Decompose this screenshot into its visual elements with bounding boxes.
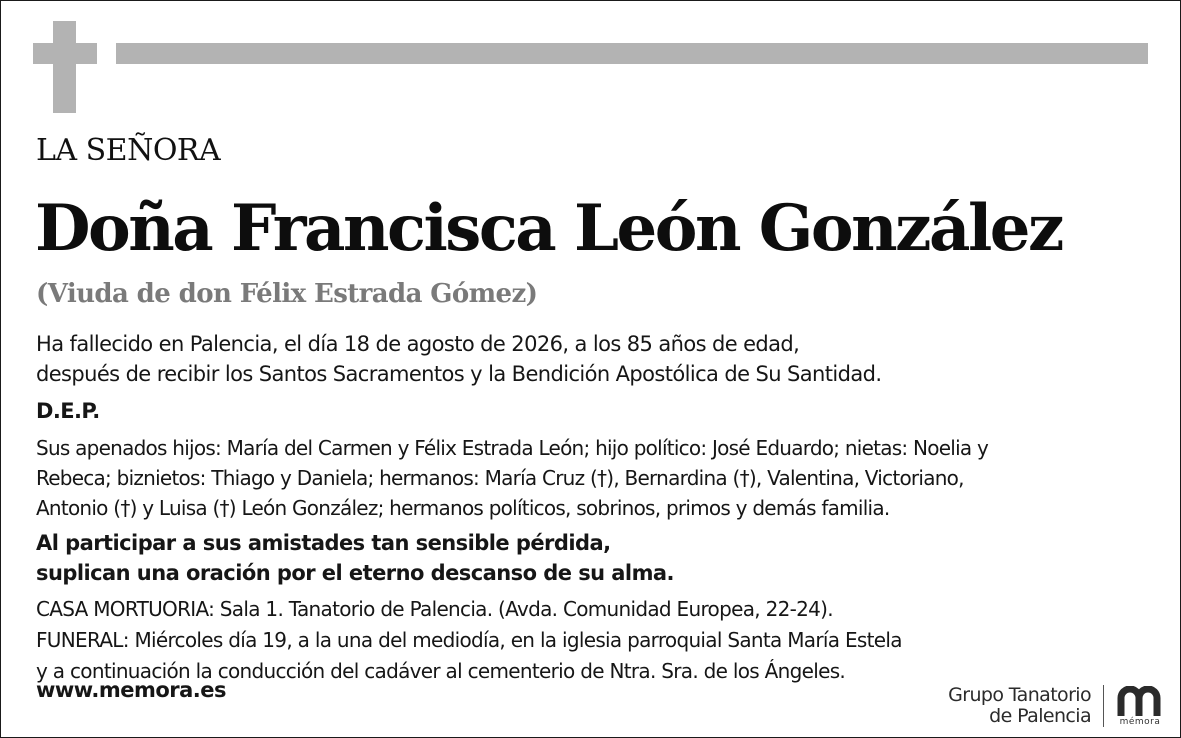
prayer-request-line: suplican una oración por el eterno descanso de su alma. (36, 561, 674, 585)
cross-icon-arm (33, 43, 97, 64)
logo-line: Grupo Tanatorio (948, 684, 1091, 706)
cross-icon (53, 21, 76, 113)
family-list (36, 433, 988, 523)
memora-m-icon (1114, 686, 1166, 727)
death-notice-line: Ha fallecido en Palencia, el día 18 de agosto de 2026, a los 85 años de edad, (36, 332, 800, 356)
death-notice (36, 329, 881, 389)
title-label: LA SEÑORA (36, 133, 221, 168)
logo-text (948, 685, 1091, 727)
widow-line: (Viuda de don Félix Estrada Gómez) (36, 279, 538, 309)
logo-divider (1103, 685, 1104, 727)
prayer-request (36, 528, 674, 588)
service-info (36, 594, 902, 687)
logo-line: de Palencia (989, 705, 1091, 727)
deceased-name: Doña Francisca León González (35, 191, 1062, 266)
website-link[interactable]: www.memora.es (36, 678, 227, 702)
logo-word: mémora (1119, 716, 1161, 727)
family-line: Rebeca; biznietos: Thiago y Daniela; hermanos: María Cruz (†), Bernardina (†), Valentina, Victoriano, (36, 466, 964, 490)
prayer-request-line: Al participar a sus amistades tan sensible pérdida, (36, 531, 611, 555)
service-info-line: CASA MORTUORIA: Sala 1. Tanatorio de Palencia. (Avda. Comunidad Europea, 22-24). (36, 597, 833, 621)
company-logo (948, 683, 1166, 729)
header-bar (116, 43, 1148, 64)
family-line: Sus apenados hijos: María del Carmen y Félix Estrada León; hijo político: José Eduardo; nietas: Noelia y (36, 436, 989, 460)
dep-label: D.E.P. (36, 399, 100, 423)
service-info-line: y a continuación la conducción del cadáver al cementerio de Ntra. Sra. de los Ángeles. (36, 659, 846, 683)
service-info-line: FUNERAL: Miércoles día 19, a la una del mediodía, en la iglesia parroquial Santa María Estela (36, 628, 902, 652)
death-notice-line: después de recibir los Santos Sacramentos y la Bendición Apostólica de Su Santidad. (36, 362, 882, 386)
family-line: Antonio (†) y Luisa (†) León González; hermanos políticos, sobrinos, primos y demás familia. (36, 496, 890, 520)
